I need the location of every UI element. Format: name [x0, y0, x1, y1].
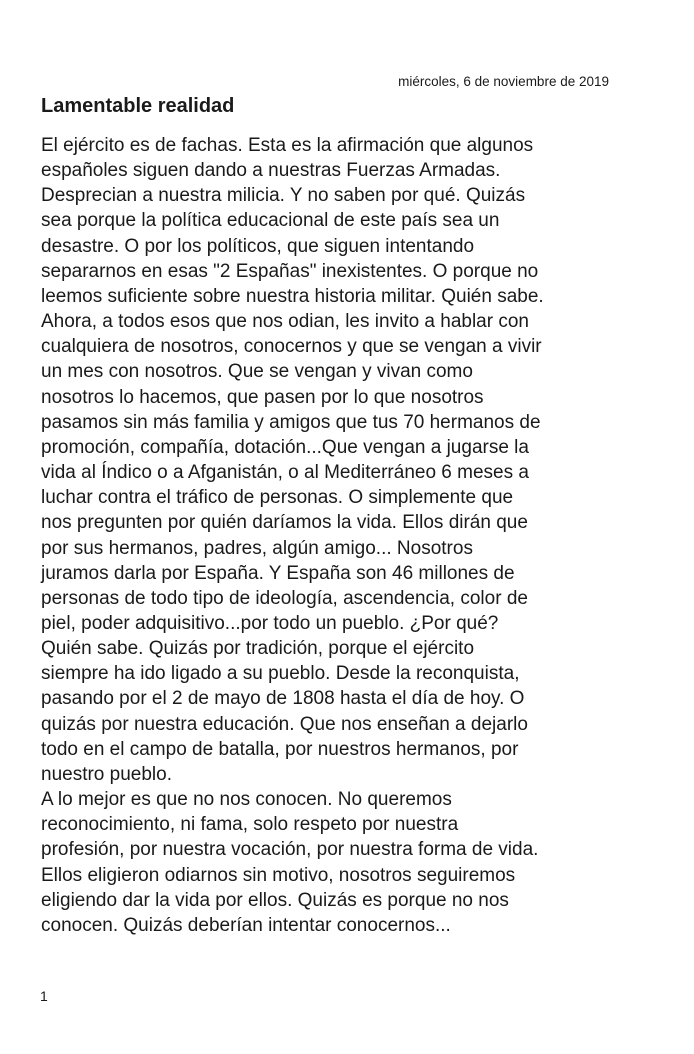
- body-line: luchar contra el tráfico de personas. O simplemente que: [41, 487, 514, 509]
- body-line: personas de todo tipo de ideología, ascendencia, color de: [41, 587, 528, 609]
- body-line: pasando por el 2 de mayo de 1808 hasta el día de hoy. O: [41, 688, 525, 710]
- body-line: pasamos sin más familia y amigos que tus 70 hermanos de: [41, 411, 541, 433]
- body-line: por sus hermanos, padres, algún amigo... Nosotros: [41, 537, 473, 559]
- body-line: juramos darla por España. Y España son 46 millones de: [41, 562, 515, 584]
- body-line: reconocimiento, ni fama, solo respeto por nuestra: [41, 814, 459, 836]
- body-line: un mes con nosotros. Que se vengan y vivan como: [41, 361, 473, 383]
- body-line: nosotros lo hacemos, que pasen por lo que nosotros: [41, 386, 484, 408]
- page-number: 1: [40, 988, 48, 1004]
- body-line: desastre. O por los políticos, que siguen intentando: [41, 235, 475, 257]
- body-line: separarnos en esas "2 Españas" inexistentes. O porque no: [41, 260, 539, 282]
- body-line: todo en el campo de batalla, por nuestros hermanos, por: [41, 738, 519, 760]
- body-line: Quién sabe. Quizás por tradición, porque el ejército: [41, 638, 475, 660]
- body-line: promoción, compañía, dotación...Que vengan a jugarse la: [41, 436, 529, 458]
- body-line: profesión, por nuestra vocación, por nuestra forma de vida.: [41, 839, 539, 861]
- body-line: leemos suficiente sobre nuestra historia militar. Quién sabe.: [41, 285, 544, 307]
- body-line: nuestro pueblo.: [41, 763, 172, 785]
- body-line: El ejército es de fachas. Esta es la afirmación que algunos: [41, 135, 534, 156]
- body-line: Ellos eligieron odiarnos sin motivo, nosotros seguiremos: [41, 864, 516, 886]
- document-date: miércoles, 6 de noviembre de 2019: [398, 74, 609, 89]
- body-line: cualquiera de nosotros, conocernos y que se vengan a vivir: [41, 336, 542, 358]
- body-line: conocen. Quizás deberían intentar conocernos...: [41, 914, 451, 936]
- body-line: siempre ha ido ligado a su pueblo. Desde la reconquista,: [41, 663, 520, 685]
- body-line: piel, poder adquisitivo...por todo un pueblo. ¿Por qué?: [41, 612, 499, 634]
- body-line: sea porque la política educacional de este país sea un: [41, 210, 500, 232]
- document-title: Lamentable realidad: [41, 95, 235, 117]
- body-line: eligiendo dar la vida por ellos. Quizás es porque no nos: [41, 889, 509, 911]
- document-body: [41, 133, 621, 938]
- body-line: españoles siguen dando a nuestras Fuerzas Armadas.: [41, 160, 501, 182]
- body-line: Desprecian a nuestra milicia. Y no saben por qué. Quizás: [41, 185, 526, 207]
- body-line: vida al Índico o a Afganistán, o al Mediterráneo 6 meses a: [41, 462, 529, 484]
- body-line: nos pregunten por quién daríamos la vida. Ellos dirán que: [41, 512, 528, 534]
- body-line: Ahora, a todos esos que nos odian, les invito a hablar con: [41, 311, 529, 333]
- body-line: A lo mejor es que no nos conocen. No queremos: [41, 789, 452, 811]
- body-line: quizás por nuestra educación. Que nos enseñan a dejarlo: [41, 713, 528, 735]
